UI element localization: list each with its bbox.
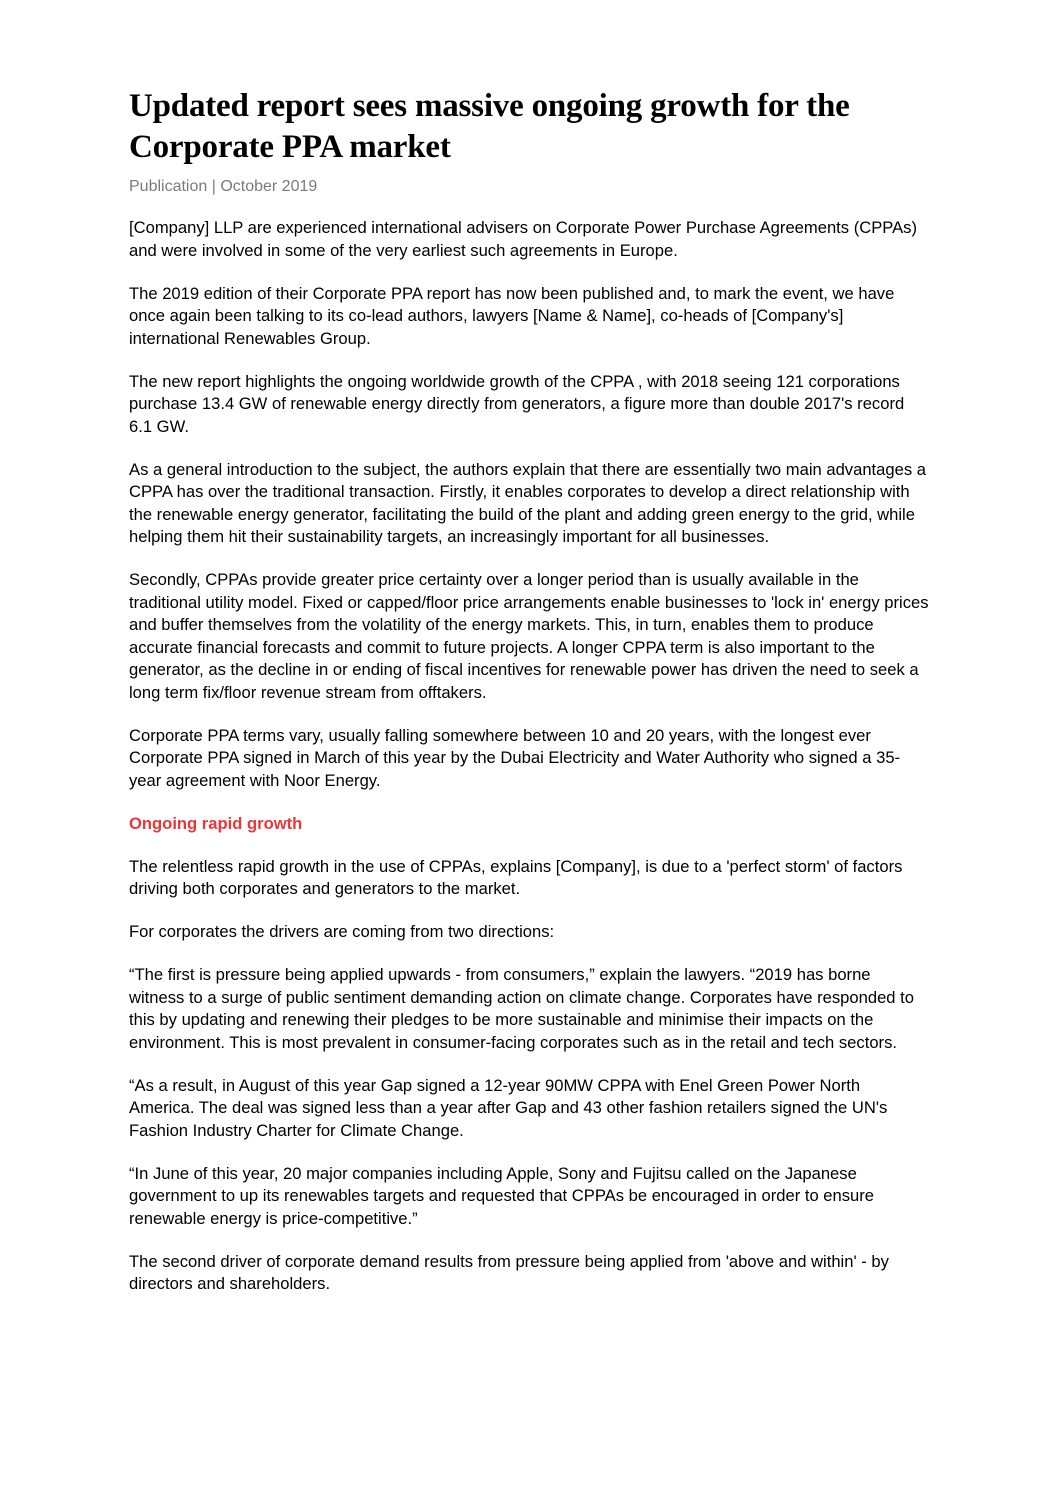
paragraph-advantages: As a general introduction to the subject, the authors explain that there are essentially two main advantages a CPPA has over the traditional transaction. Firstly, it enables corporates to develop a direct relationship with the renewable energy generator, facilitating the build of the plant and adding green energy to the grid, while helping them hit their sustainability targets, an increasingly important for all businesses. [129, 459, 926, 546]
paragraph-price-certainty: Secondly, CPPAs provide greater price certainty over a longer period than is usually available in the traditional utility model. Fixed or capped/floor price arrangements enable businesses to 'lock in' energy prices and buffer themselves from the volatility of the energy markets. This, in turn, enables them to produce accurate financial forecasts and commit to future projects. A longer CPPA term is also important to the generator, as the decline in or ending of fiscal incentives for renewable power has driven the need to seek a long term fix/floor revenue stream from offtakers. [129, 570, 929, 702]
paragraph-two-directions: For corporates the drivers are coming from two directions: [129, 922, 555, 941]
document-page [129, 86, 929, 1296]
paragraph-report-edition: The 2019 edition of their Corporate PPA report has now been published and, to mark the event, we have once again been talking to its co-lead authors, lawyers [Name & Name], co-heads of [Company's] international Renewables Group. [129, 283, 895, 348]
paragraph-gap-cppa: “As a result, in August of this year Gap signed a 12-year 90MW CPPA with Enel Green Power North America. The deal was signed less than a year after Gap and 43 other fashion retailers signed the UN's Fashion Industry Charter for Climate Change. [129, 1075, 888, 1140]
paragraph-second-driver: The second driver of corporate demand results from pressure being applied from 'above and within' - by directors and shareholders. [129, 1251, 889, 1293]
paragraph-growth-stats: The new report highlights the ongoing worldwide growth of the CPPA , with 2018 seeing 121 corporations purchase 13.4 GW of renewable energy directly from generators, a figure more than double 2017's record 6.1 GW. [129, 371, 905, 436]
publication-meta: Publication | October 2019 [129, 178, 318, 195]
paragraph-perfect-storm: The relentless rapid growth in the use of CPPAs, explains [Company], is due to a 'perfect storm' of factors driving both corporates and generators to the market. [129, 856, 903, 898]
section-heading-ongoing-growth: Ongoing rapid growth [129, 813, 303, 833]
article-title: Updated report sees massive ongoing growth for the Corporate PPA market [129, 88, 850, 165]
paragraph-ppa-terms: Corporate PPA terms vary, usually falling somewhere between 10 and 20 years, with the longest ever Corporate PPA signed in March of this year by the Dubai Electricity and Water Authority who signed a 35-year agreement with Noor Energy. [129, 725, 901, 790]
paragraph-intro-advisers: [Company] LLP are experienced international advisers on Corporate Power Purchase Agreements (CPPAs) and were involved in some of the very earliest such agreements in Europe. [129, 218, 917, 260]
paragraph-consumer-pressure: “The first is pressure being applied upwards - from consumers,” explain the lawyers. “2019 has borne witness to a surge of public sentiment demanding action on climate change. Corporates have responded to this by updating and renewing their pledges to be more sustainable and minimise their impacts on the environment. This is most prevalent in consumer-facing corporates such as in the retail and tech sectors. [129, 965, 914, 1052]
paragraph-japan-companies: “In June of this year, 20 major companies including Apple, Sony and Fujitsu called on the Japanese government to up its renewables targets and requested that CPPAs be encouraged in order to ensure renewable energy is price-competitive.” [129, 1163, 875, 1228]
